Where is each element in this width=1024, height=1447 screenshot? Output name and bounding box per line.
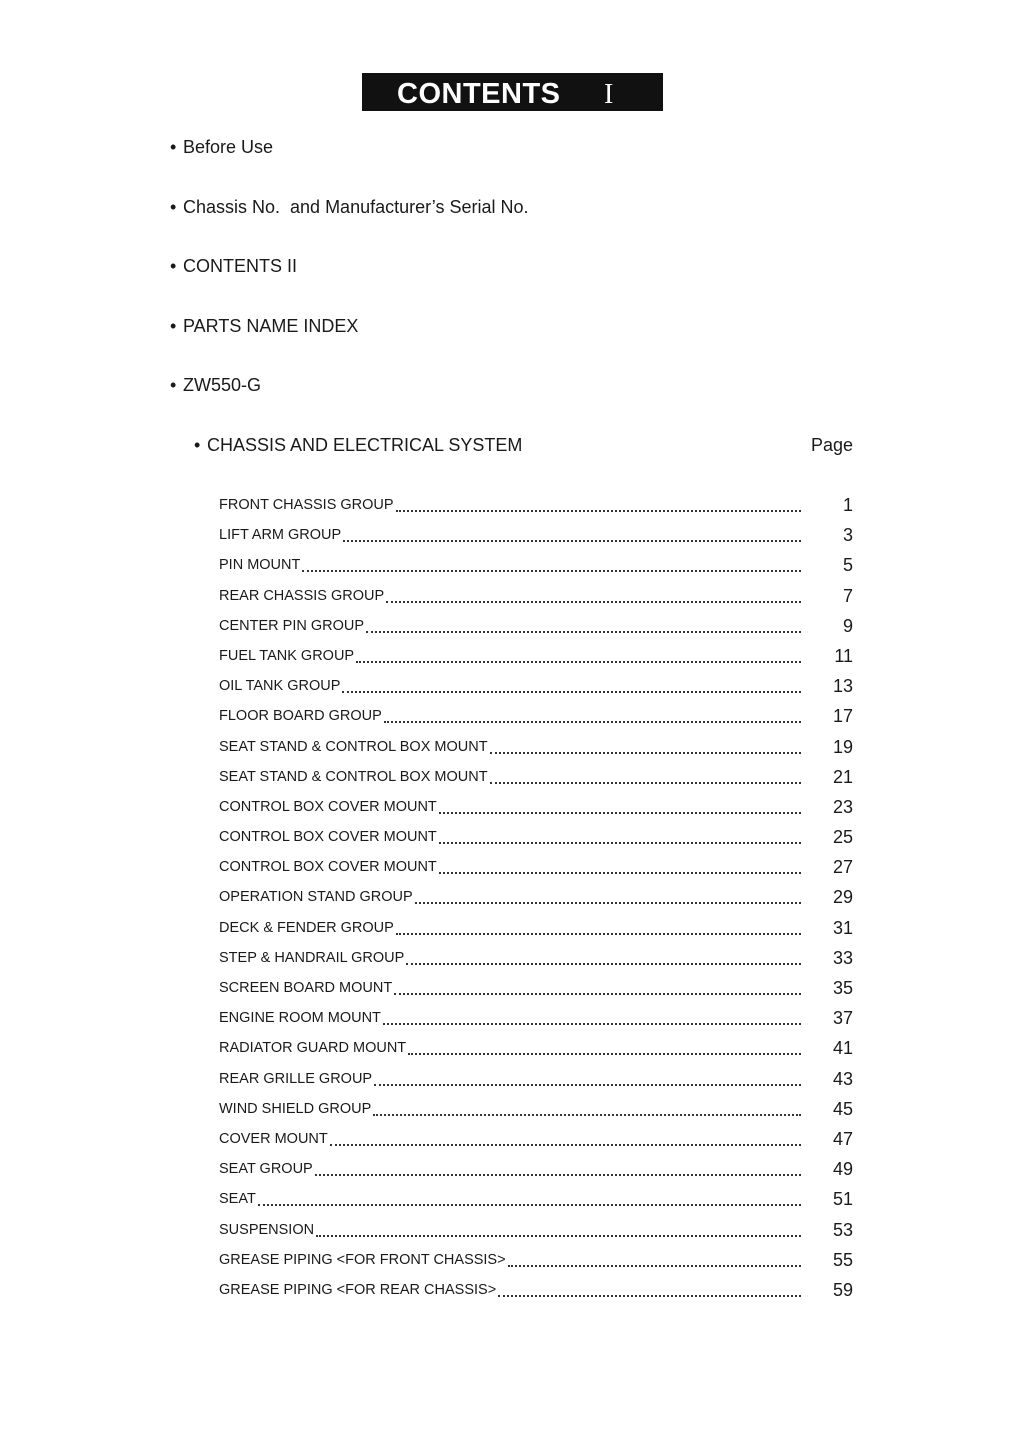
dot-leader (439, 826, 801, 848)
toc-entry-label: STEP & HANDRAIL GROUP (219, 949, 405, 966)
toc-entry-label: SEAT STAND & CONTROL BOX MOUNT (219, 768, 488, 785)
toc-entry[interactable] (219, 1279, 853, 1309)
toc-entry-page: 31 (832, 917, 853, 938)
toc-entry[interactable] (219, 615, 853, 645)
toc-entry-page: 37 (832, 1008, 853, 1029)
toc-entry[interactable] (219, 554, 853, 584)
toc-entry-page: 33 (832, 947, 853, 968)
toc-entry-label: CONTROL BOX COVER MOUNT (219, 829, 437, 846)
section-title[interactable] (194, 434, 522, 456)
bullet: • (170, 375, 177, 395)
dot-leader (302, 554, 801, 576)
toc-entry-page: 49 (832, 1159, 853, 1180)
toc-entry-label: SEAT STAND & CONTROL BOX MOUNT (219, 738, 488, 755)
toc-entry-label: RADIATOR GUARD MOUNT (219, 1040, 407, 1057)
toc-entry-page: 21 (832, 766, 853, 787)
toc-entry[interactable] (219, 856, 853, 886)
toc-entry-label: FRONT CHASSIS GROUP (219, 497, 394, 513)
toc-entry-label: SEAT (219, 1191, 256, 1208)
toc-entry[interactable] (219, 736, 853, 766)
bullet: • (170, 256, 177, 276)
page-column-label: Page (810, 435, 853, 455)
dot-leader (373, 1098, 801, 1120)
toc-entry-label: CONTROL BOX COVER MOUNT (219, 798, 437, 815)
dot-leader (383, 1007, 801, 1029)
toc-entry-label: COVER MOUNT (219, 1130, 328, 1147)
dot-leader (396, 494, 801, 516)
contents-item-model[interactable] (170, 374, 529, 434)
toc-entry-label: FLOOR BOARD GROUP (219, 708, 382, 725)
dot-leader (439, 856, 801, 878)
contents-item-chassis-serial[interactable] (170, 196, 529, 256)
toc-entry-label: REAR GRILLE GROUP (219, 1070, 373, 1087)
toc-entry-page: 47 (832, 1128, 853, 1149)
toc-entry[interactable] (219, 977, 853, 1007)
dot-leader (366, 615, 801, 637)
contents-title-box (362, 73, 663, 111)
toc-entry-page: 17 (832, 706, 853, 727)
toc-entry[interactable] (219, 1037, 853, 1067)
dot-leader (408, 1037, 801, 1059)
toc-entry-page: 9 (842, 615, 853, 636)
toc-entry-page: 55 (832, 1249, 853, 1270)
toc-entry[interactable] (219, 826, 853, 856)
toc-entry-page: 35 (832, 978, 853, 998)
toc-entry[interactable] (219, 675, 853, 705)
toc-entry-page: 29 (832, 887, 853, 908)
toc-entry[interactable] (219, 1128, 853, 1158)
toc-entry-label: CENTER PIN GROUP (219, 617, 365, 634)
toc-entry-page: 53 (832, 1219, 853, 1240)
bullet: • (170, 137, 177, 157)
bullet: • (170, 315, 177, 336)
toc-entry[interactable] (219, 1158, 853, 1188)
dot-leader (330, 1128, 801, 1150)
toc-entry-label: DECK & FENDER GROUP (219, 919, 394, 936)
bullet: • (194, 435, 201, 455)
toc-entry-label: SUSPENSION (219, 1221, 315, 1238)
toc-entry-label: GREASE PIPING <FOR REAR CHASSIS> (219, 1281, 497, 1298)
toc-entry-page: 45 (832, 1098, 853, 1119)
toc-entry-label: FUEL TANK GROUP (219, 647, 355, 664)
contents-item-before-use[interactable] (170, 136, 529, 196)
toc-entry[interactable] (219, 1068, 853, 1098)
toc-entry[interactable] (219, 524, 853, 554)
toc-entry[interactable] (219, 886, 853, 916)
toc-entry-page: 23 (832, 796, 853, 817)
toc-entry[interactable] (219, 917, 853, 947)
toc-entry-label: PIN MOUNT (219, 557, 301, 574)
dot-leader (508, 1249, 801, 1271)
toc-entry[interactable] (219, 1188, 853, 1218)
toc-entry-page: 59 (832, 1279, 853, 1300)
toc-entry-page: 27 (832, 857, 853, 878)
dot-leader (258, 1188, 801, 1210)
dot-leader (498, 1279, 801, 1301)
contents-item-label: CONTENTS II (183, 256, 298, 276)
toc-entry-label: OIL TANK GROUP (219, 678, 341, 695)
toc-entry[interactable] (219, 947, 853, 977)
page-title: CONTENTS (397, 78, 561, 110)
dot-leader (356, 645, 801, 667)
dot-leader (315, 1158, 801, 1180)
toc-entry-label: LIFT ARM GROUP (219, 527, 342, 544)
dot-leader (343, 524, 801, 546)
toc-entry-label: SEAT GROUP (219, 1161, 313, 1178)
toc-entry-page: 51 (832, 1189, 853, 1210)
toc-entry[interactable] (219, 645, 853, 675)
top-level-contents (170, 136, 529, 434)
volume-numeral: I (604, 79, 614, 110)
toc-entry-page: 41 (832, 1038, 853, 1059)
toc-entry-label: REAR CHASSIS GROUP (219, 587, 385, 604)
toc-entry[interactable] (219, 1007, 853, 1037)
dot-leader (490, 736, 801, 758)
toc-entry[interactable] (219, 1098, 853, 1128)
toc-entry-page: 43 (832, 1068, 853, 1089)
dot-leader (342, 675, 801, 697)
toc-entry[interactable] (219, 766, 853, 796)
dot-leader (406, 947, 801, 969)
section-title-label: CHASSIS AND ELECTRICAL SYSTEM (207, 435, 523, 455)
contents-item-label: Before Use (183, 137, 274, 157)
toc-entry-page: 3 (842, 525, 853, 546)
toc-entry-page: 1 (842, 495, 853, 515)
dot-leader (415, 886, 801, 908)
toc-entry-label: GREASE PIPING <FOR FRONT CHASSIS> (219, 1251, 506, 1268)
toc-entry-page: 11 (834, 645, 853, 666)
bullet: • (170, 196, 177, 217)
toc-entry-page: 5 (842, 555, 853, 576)
toc-entry-page: 19 (832, 736, 853, 757)
toc-entry-label: SCREEN BOARD MOUNT (219, 980, 393, 996)
dot-leader (490, 766, 801, 788)
toc-entry-label: ENGINE ROOM MOUNT (219, 1010, 381, 1027)
contents-item-label: Chassis No. and Manufacturer’s Serial No. (183, 196, 529, 217)
dot-leader (374, 1068, 801, 1090)
toc-entry-label: WIND SHIELD GROUP (219, 1100, 372, 1117)
toc-entry[interactable] (219, 585, 853, 615)
dot-leader (394, 977, 801, 999)
toc-list (219, 494, 853, 1309)
toc-entry[interactable] (219, 705, 853, 735)
toc-entry[interactable] (219, 796, 853, 826)
contents-item-label: PARTS NAME INDEX (183, 315, 359, 336)
toc-entry[interactable] (219, 494, 853, 524)
dot-leader (384, 705, 801, 727)
toc-entry[interactable] (219, 1249, 853, 1279)
contents-item-parts-name-index[interactable] (170, 315, 529, 375)
toc-entry-label: CONTROL BOX COVER MOUNT (219, 859, 437, 876)
dot-leader (316, 1219, 801, 1241)
dot-leader (386, 585, 801, 607)
dot-leader (396, 917, 801, 939)
toc-entry-label: OPERATION STAND GROUP (219, 889, 413, 906)
toc-entry[interactable] (219, 1219, 853, 1249)
toc-entry-page: 7 (842, 585, 853, 606)
dot-leader (439, 796, 801, 818)
toc-entry-page: 13 (832, 676, 853, 697)
contents-item-contents-ii[interactable] (170, 255, 529, 315)
section-header (194, 434, 853, 458)
contents-item-label: ZW550-G (183, 375, 262, 395)
toc-entry-page: 25 (832, 827, 853, 848)
